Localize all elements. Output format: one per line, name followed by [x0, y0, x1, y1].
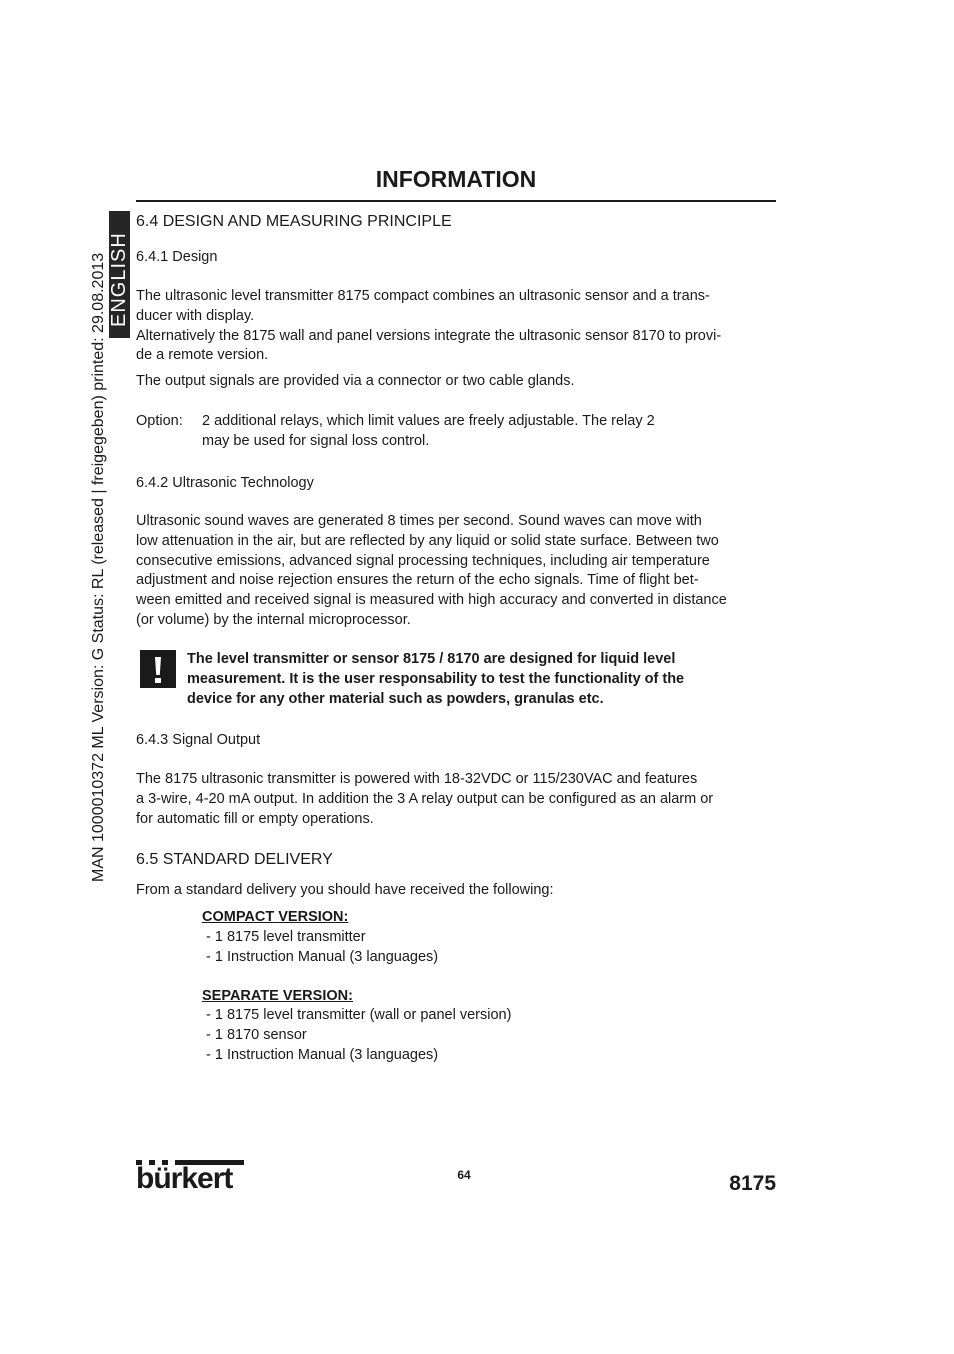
option-text: 2 additional relays, which limit values are freely adjustable. The relay 2 may be used for signal loss control.: [202, 413, 655, 449]
page-number: 64: [457, 1168, 471, 1182]
list-item: - 1 8175 level transmitter: [206, 929, 366, 945]
list-item: - 1 Instruction Manual (3 languages): [206, 948, 439, 965]
model-number: 8175: [729, 1172, 776, 1195]
subsection-heading-ultrasonic: 6.4.2 Ultrasonic Technology: [136, 475, 314, 491]
section-heading-6-5: 6.5 STANDARD DELIVERY: [136, 851, 333, 868]
separate-version-list: [206, 1006, 511, 1065]
compact-version-list: [206, 928, 438, 968]
ultrasonic-paragraph: Ultrasonic sound waves are generated 8 times per second. Sound waves can move with low attenuation in the air, but are reflected by any liquid or solid state surface. Between two consecutive emissions, advanced signal processing techniques, including air temperature adjustment and noise rejection ensures the return of the echo signals. Time of flight bet- ween emitted and received signal is measured with high accuracy and converted in distance (or volume) by the internal microprocessor.: [136, 513, 727, 628]
compact-version-heading: COMPACT VERSION:: [202, 909, 349, 925]
list-item: - 1 8175 level transmitter (wall or panel version): [206, 1007, 512, 1023]
list-item: - 1 Instruction Manual (3 languages): [206, 1046, 439, 1063]
page-title: INFORMATION: [375, 166, 537, 192]
burkert-logo: [136, 1160, 244, 1196]
delivery-intro: From a standard delivery you should have received the following:: [136, 882, 554, 898]
section-heading-6-4: 6.4 DESIGN AND MEASURING PRINCIPLE: [136, 213, 452, 230]
option-label: Option:: [136, 413, 183, 429]
signal-paragraph: The 8175 ultrasonic transmitter is powered with 18-32VDC or 115/230VAC and features a 3-wire, 4-20 mA output. In addition the 3 A relay output can be configured as an alarm or for automatic fill or empty operations.: [136, 771, 714, 827]
language-label: ENGLISH: [108, 232, 130, 327]
separate-version-heading: SEPARATE VERSION:: [202, 988, 353, 1004]
header-divider: [136, 200, 776, 202]
document-metadata: MAN 1000010372 ML Version: G Status: RL (released | freigegeben) printed: 29.08.2013: [90, 252, 107, 882]
logo-wordmark: bürkert: [136, 1162, 233, 1195]
subsection-heading-signal: 6.4.3 Signal Output: [136, 732, 261, 748]
warning-icon: [140, 650, 176, 688]
design-paragraph-2: The output signals are provided via a connector or two cable glands.: [136, 373, 575, 389]
warning-note: The level transmitter or sensor 8175 / 8170 are designed for liquid level measurement. It is the user responsability to test the functionality of the device for any other material such as powders, granulas etc.: [187, 651, 685, 707]
design-paragraph-1: The ultrasonic level transmitter 8175 compact combines an ultrasonic sensor and a trans- ducer with display. Alternatively the 8175 wall and panel versions integrate the ultrasonic sensor 8170 to provi- de a remote version.: [136, 288, 722, 364]
subsection-heading-design: 6.4.1 Design: [136, 249, 218, 265]
list-item: - 1 8170 sensor: [206, 1026, 307, 1043]
